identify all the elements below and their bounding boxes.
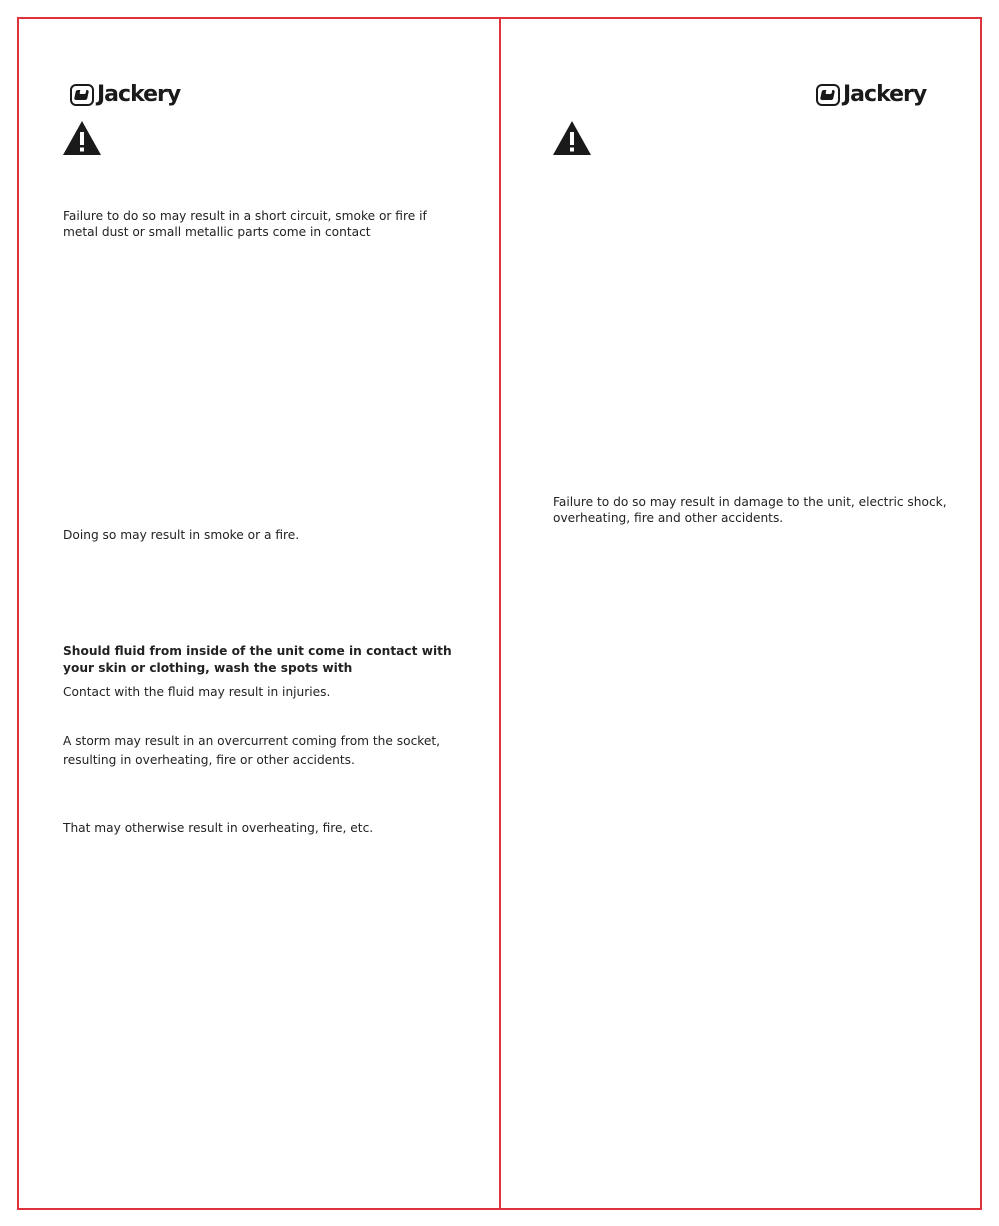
fluid-heading-line-2: your skin or clothing, wash the spots with [63, 661, 353, 675]
left-page-border [17, 17, 501, 1210]
overheat-note: That may otherwise result in overheating, fire, etc. [63, 821, 374, 835]
brand-name: Jackery [843, 82, 927, 107]
fluid-note: Contact with the fluid may result in injuries. [63, 685, 331, 699]
warning-icon [62, 120, 102, 156]
smoke-fire-note: Doing so may result in smoke or a fire. [63, 528, 300, 542]
storm-line-1: A storm may result in an overcurrent coming from the socket, [63, 734, 441, 748]
metal-dust-line-1: Failure to do so may result in a short circuit, smoke or fire if [63, 209, 427, 223]
brand-name: Jackery [97, 82, 181, 107]
brand-mark-icon [70, 84, 94, 106]
fluid-heading-line-1: Should fluid from inside of the unit come in contact with [63, 644, 452, 658]
warning-icon [552, 120, 592, 156]
damage-line-1: Failure to do so may result in damage to the unit, electric shock, [553, 495, 947, 509]
damage-line-2: overheating, fire and other accidents. [553, 511, 784, 525]
metal-dust-line-2: metal dust or small metallic parts come in contact [63, 225, 371, 239]
brand-logo-left [70, 82, 180, 107]
brand-logo-right [816, 82, 926, 107]
storm-line-2: resulting in overheating, fire or other accidents. [63, 753, 355, 767]
right-page-border [499, 17, 982, 1210]
brand-mark-icon [816, 84, 840, 106]
